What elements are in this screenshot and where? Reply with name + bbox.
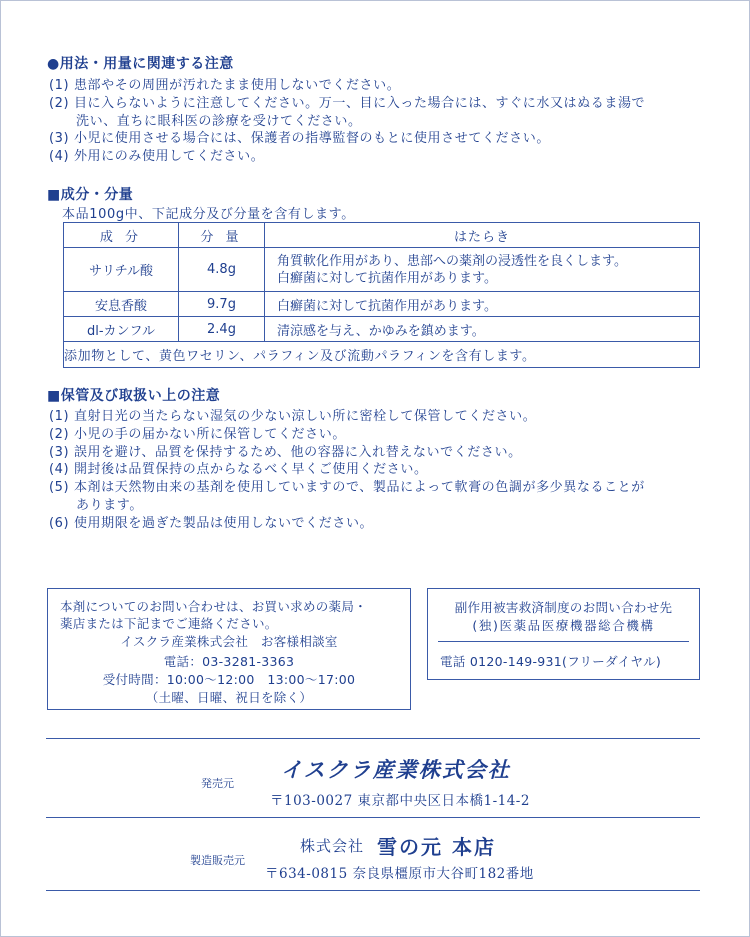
ingredients-heading: ■成分・分量: [47, 187, 134, 203]
inquiry-company: イスクラ産業株式会社 お客様相談室: [120, 634, 338, 649]
seller-address: 〒103-0027 東京都中央区日本橋1-14-2: [270, 793, 530, 809]
seller-name: イスクラ産業株式会社: [281, 758, 511, 782]
maker-name: 雪の元 本店: [377, 835, 496, 859]
usage-heading: ●用法・用量に関連する注意: [47, 56, 234, 72]
relief-title: 副作用被害救済制度のお問い合わせ先: [454, 600, 673, 615]
ingredient-effect-line: 白癬菌に対して抗菌作用があります。: [277, 270, 497, 286]
inquiry-phone: 電話：03-3281-3363: [163, 654, 295, 669]
ingredients-table: [63, 222, 700, 368]
table-row: [64, 248, 700, 292]
ingredient-amount: 4.8g: [179, 248, 265, 292]
table-header-row: [64, 223, 700, 248]
ingredient-name: 安息香酸: [64, 292, 179, 317]
ingredient-effect: 清涼感を与え、かゆみを鎮めます。: [265, 317, 700, 342]
storage-item-3: (3) 誤用を避け、品質を保持するため、他の容器に入れ替えないでください。: [49, 445, 522, 460]
maker-address: 〒634-0815 奈良県橿原市大谷町182番地: [265, 866, 534, 882]
inquiry-line-1: 本剤についてのお問い合わせは、お買い求めの薬局・: [60, 599, 367, 614]
table-row-additives: [64, 342, 700, 368]
relief-box: [427, 588, 700, 680]
storage-item-5-cont: あります。: [76, 498, 143, 513]
usage-item-4: (4) 外用にのみ使用してください。: [49, 149, 265, 164]
storage-item-1: (1) 直射日光の当たらない湿気の少ない涼しい所に密栓して保管してください。: [49, 409, 537, 424]
relief-phone: 電話 0120-149-931(フリーダイヤル): [440, 654, 662, 669]
footer-rule-top: [46, 738, 700, 739]
ingredient-name: サリチル酸: [64, 248, 179, 292]
header-component: 成 分: [64, 223, 179, 248]
usage-item-2-cont: 洗い、直ちに眼科医の診療を受けてください。: [76, 114, 362, 129]
usage-item-1: (1) 患部やその周囲が汚れたまま使用しないでください。: [49, 78, 401, 93]
table-row: [64, 317, 700, 342]
ingredient-name: dl-カンフル: [64, 317, 179, 342]
ingredient-amount: 9.7g: [179, 292, 265, 317]
storage-item-6: (6) 使用期限を過ぎた製品は使用しないでください。: [49, 516, 374, 531]
usage-item-2: (2) 目に入らないように注意してください。万一、目に入った場合には、すぐに水又はぬるま湯で: [49, 96, 646, 111]
maker-role: 製造販売元: [190, 854, 245, 867]
maker-prefix: 株式会社: [300, 837, 365, 855]
storage-item-2: (2) 小児の手の届かない所に保管してください。: [49, 427, 346, 442]
relief-org: (独)医薬品医療機器総合機構: [472, 618, 655, 633]
usage-item-3: (3) 小児に使用させる場合には、保護者の指導監督のもとに使用させてください。: [49, 131, 550, 146]
ingredient-amount: 2.4g: [179, 317, 265, 342]
ingredient-effect-line: 角質軟化作用があり、患部への薬剤の浸透性を良くします。: [277, 253, 627, 269]
header-effect: はたらき: [265, 223, 700, 248]
inquiry-line-2: 薬店または下記までご連絡ください。: [60, 616, 278, 631]
relief-divider: [438, 641, 689, 642]
inquiry-hours: 受付時間：10:00～12:00 13:00～17:00: [102, 672, 356, 687]
inquiry-closed: （土曜、日曜、祝日を除く）: [145, 690, 313, 705]
additives-note: 添加物として、黄色ワセリン、パラフィン及び流動パラフィンを含有します。: [64, 342, 700, 368]
footer-rule-bottom: [46, 890, 700, 891]
header-amount: 分 量: [179, 223, 265, 248]
storage-item-5: (5) 本剤は天然物由来の基剤を使用していますので、製品によって軟膏の色調が多少異なることが: [49, 480, 645, 495]
ingredients-intro: 本品100g中、下記成分及び分量を含有します。: [62, 207, 355, 222]
inquiry-box: [47, 588, 411, 710]
seller-role: 発売元: [201, 777, 234, 790]
storage-item-4: (4) 開封後は品質保持の点からなるべく早くご使用ください。: [49, 462, 428, 477]
ingredient-effect: 白癬菌に対して抗菌作用があります。: [265, 292, 700, 317]
footer-rule-middle: [46, 817, 700, 818]
storage-heading: ■保管及び取扱い上の注意: [47, 388, 221, 404]
table-row: [64, 292, 700, 317]
ingredient-effect: [265, 248, 700, 292]
